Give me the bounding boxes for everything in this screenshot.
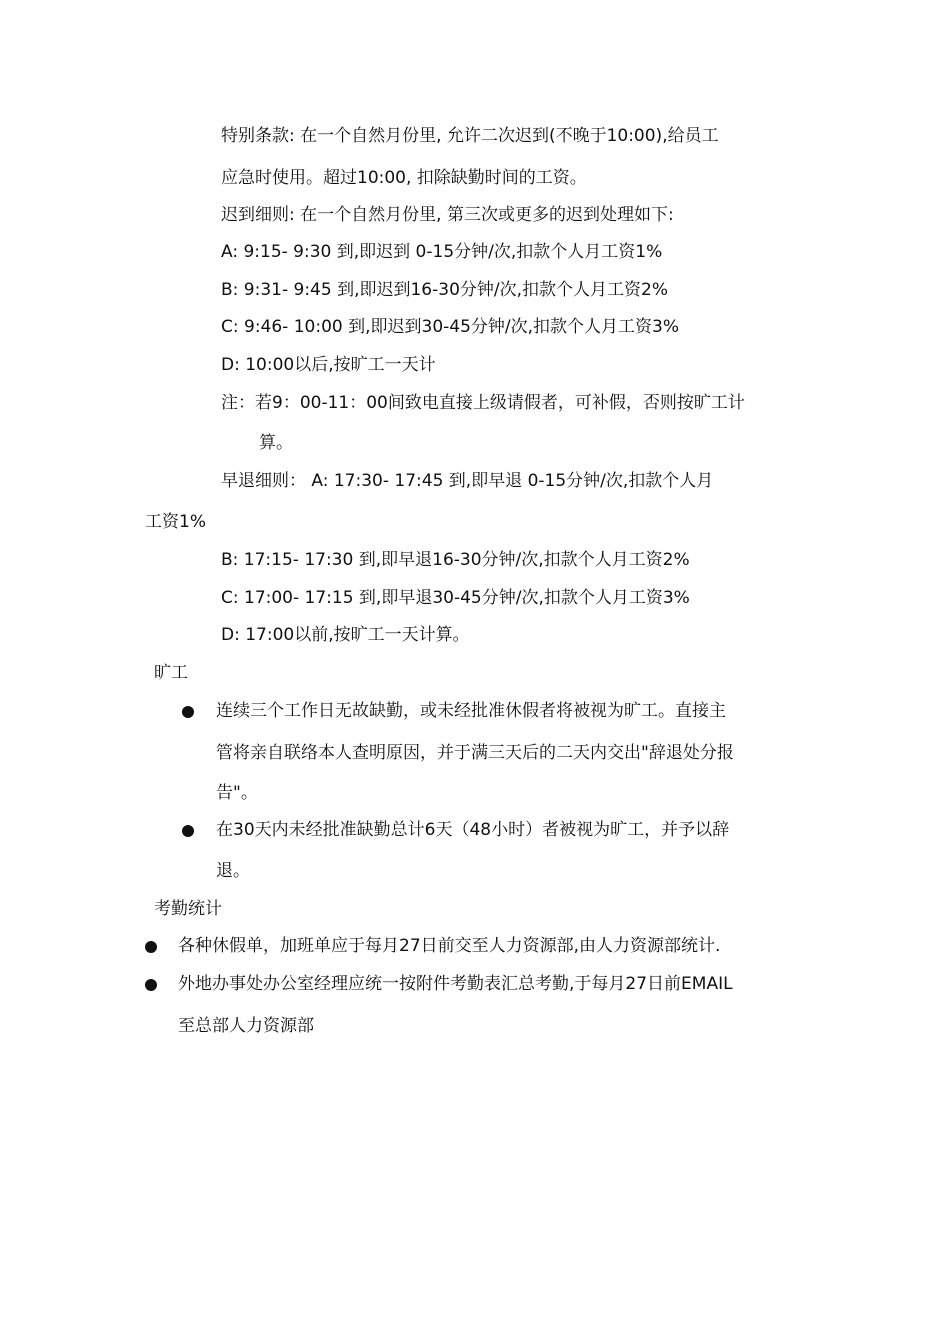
bullet-icon <box>182 706 194 718</box>
absenteeism-bullet-2-line-2: 退。 <box>216 861 250 881</box>
absenteeism-bullet-1-line-3: 告"。 <box>216 783 258 803</box>
early-leave-line-1: 早退细则： A: 17:30- 17:45 到,即早退 0-15分钟/次,扣款个人月 <box>221 471 714 491</box>
bullet-icon <box>182 825 194 837</box>
late-details-item-b: B: 9:31- 9:45 到,即迟到16-30分钟/次,扣款个人月工资2% <box>221 280 668 300</box>
late-details-item-c: C: 9:46- 10:00 到,即迟到30-45分钟/次,扣款个人月工资3% <box>221 317 680 337</box>
statistics-bullet-1: 各种休假单，加班单应于每月27日前交至人力资源部,由人力资源部统计. <box>178 936 721 956</box>
late-details-heading: 迟到细则: 在一个自然月份里, 第三次或更多的迟到处理如下: <box>221 205 674 225</box>
statistics-bullet-2-line-1: 外地办事处办公室经理应统一按附件考勤表汇总考勤,于每月27日前EMAIL <box>178 974 733 994</box>
late-details-item-a: A: 9:15- 9:30 到,即迟到 0-15分钟/次,扣款个人月工资1% <box>221 242 663 262</box>
early-leave-item-b: B: 17:15- 17:30 到,即早退16-30分钟/次,扣款个人月工资2% <box>221 550 690 570</box>
bullet-icon <box>145 979 157 991</box>
absenteeism-bullet-1-line-2: 管将亲自联络本人查明原因，并于满三天后的二天内交出"辞退处分报 <box>216 743 734 763</box>
absenteeism-heading: 旷工 <box>154 663 188 683</box>
late-details-note-line-2: 算。 <box>259 433 293 453</box>
special-terms-line-1: 特别条款: 在一个自然月份里, 允许二次迟到(不晚于10:00),给员工 <box>221 126 719 146</box>
late-details-item-d: D: 10:00以后,按旷工一天计 <box>221 355 436 375</box>
absenteeism-bullet-2-line-1: 在30天内未经批准缺勤总计6天（48小时）者被视为旷工，并予以辞 <box>216 820 730 840</box>
early-leave-line-2: 工资1% <box>145 512 206 532</box>
statistics-bullet-2-line-2: 至总部人力资源部 <box>178 1016 314 1036</box>
early-leave-item-c: C: 17:00- 17:15 到,即早退30-45分钟/次,扣款个人月工资3% <box>221 588 690 608</box>
absenteeism-bullet-1-line-1: 连续三个工作日无故缺勤，或未经批准休假者将被视为旷工。直接主 <box>216 701 726 721</box>
special-terms-line-2: 应急时使用。超过10:00, 扣除缺勤时间的工资。 <box>221 168 587 188</box>
bullet-icon <box>145 941 157 953</box>
statistics-heading: 考勤统计 <box>154 899 222 919</box>
late-details-note-line-1: 注：若9：00-11：00间致电直接上级请假者，可补假，否则按旷工计 <box>221 393 745 413</box>
early-leave-item-d: D: 17:00以前,按旷工一天计算。 <box>221 625 470 645</box>
